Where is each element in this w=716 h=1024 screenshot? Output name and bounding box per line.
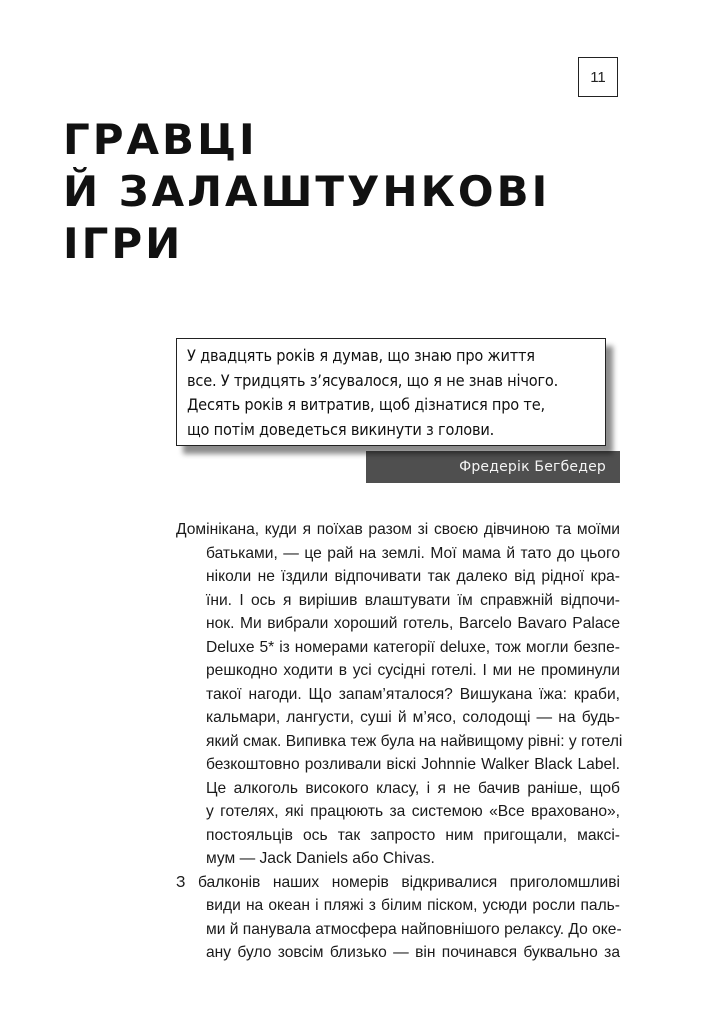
body-text — [176, 518, 623, 965]
paragraph-line: З балконів наших номерів відкривалися приголомшливі — [176, 873, 620, 891]
paragraph — [176, 871, 620, 965]
paragraph-line: нок. Ми вибрали хороший готель, Barcelo Bavaro Palace — [206, 615, 620, 632]
paragraph-line: ану було зовсім близько — він починався буквально за — [206, 944, 620, 961]
paragraph-line: мум — Jack Daniels або Chivas. — [206, 850, 435, 867]
paragraph — [176, 518, 623, 871]
epigraph-line: що потім доведеться викинути з голови. — [187, 419, 495, 439]
paragraph-line: батьками, — це рай на землі. Мої мама й тато до цього — [206, 544, 620, 562]
chapter-title — [63, 114, 550, 270]
epigraph-box — [176, 338, 606, 446]
paragraph-line: постояльців ось так запросто ним пригощали, максі- — [206, 826, 620, 844]
epigraph-author-bar — [366, 451, 620, 483]
epigraph-line: Десять років я витратив, щоб дізнатися про те, — [187, 395, 545, 414]
epigraph-text — [187, 344, 597, 442]
paragraph-line: решкодно ходити в усі сусідні готелі. І ми не проминули — [206, 662, 620, 679]
page-number-text: 11 — [590, 68, 606, 86]
paragraph-line: їни. І ось я вирішив влаштувати їм справжній відпочи- — [206, 591, 620, 609]
paragraph-line: у готелях, які працюють за системою «Все враховано», — [206, 803, 620, 820]
paragraph-line: який смак. Випивка теж була на найвищому рівні: у готелі — [206, 732, 623, 750]
paragraph-line: ми й панувала атмосфера найповнішого релаксу. До оке- — [206, 920, 622, 938]
paragraph-line: безкоштовно розливали віскі Johnnie Walker Black Label. — [206, 756, 620, 773]
paragraph-line: такої нагоди. Що запам’яталося? Вишукана їжа: краби, — [206, 685, 620, 703]
paragraph-line: види на океан і пляжі з білим піском, усюди росли паль- — [206, 897, 620, 914]
epigraph-line: все. У тридцять з’ясувалося, що я не знав нічого. — [187, 370, 559, 390]
epigraph-line: У двадцять років я думав, що знаю про життя — [187, 346, 535, 365]
paragraph-line: ніколи не їздили відпочивати так далеко від рідної кра- — [206, 568, 620, 585]
chapter-title-line: ГРАВЦІ — [63, 115, 258, 164]
chapter-title-line: Й ЗАЛАШТУНКОВІ — [63, 167, 551, 216]
chapter-title-line: ІГРИ — [63, 219, 184, 268]
paragraph-line: Deluxe 5* із номерами категорії deluxe, тож могли безпе- — [206, 638, 620, 656]
paragraph-line: кальмари, лангусти, суші й м’ясо, солодощі — на будь- — [206, 709, 620, 726]
paragraph-line: Це алкоголь високого класу, і я не бачив раніше, щоб — [206, 779, 620, 797]
epigraph-author: Фредерік Бегбедер — [459, 459, 606, 475]
page-number — [578, 57, 618, 97]
paragraph-line: Домінікана, куди я поїхав разом зі своєю дівчиною та моїми — [176, 521, 620, 538]
